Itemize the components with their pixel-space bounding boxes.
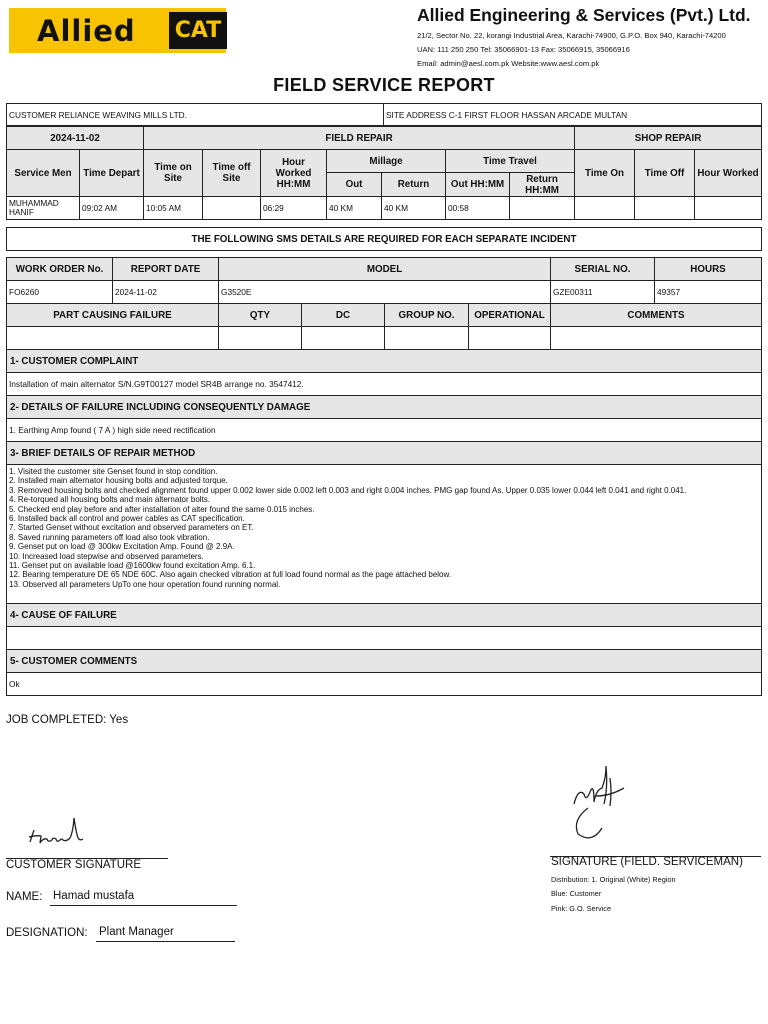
model-header: MODEL — [219, 258, 551, 281]
repair-steps — [7, 465, 762, 604]
serial-value: GZE00311 — [551, 281, 655, 304]
repair-step: 7. Started Genset without excitation and observed parameters on ET. — [9, 523, 254, 533]
repair-step: 8. Saved running parameters off load also took vibration. — [9, 532, 210, 542]
shop-hour-worked-header: Hour Worked — [695, 150, 762, 197]
comments-text: Ok — [7, 673, 762, 696]
comments-value — [551, 327, 762, 350]
off-site-value — [203, 197, 261, 220]
service-men-header: Service Men — [7, 150, 80, 197]
qty-value — [219, 327, 302, 350]
repair-step: 6. Installed back all control and power cables as CAT specification. — [9, 514, 245, 524]
sms-notice-table — [6, 227, 762, 251]
dc-header: DC — [302, 304, 385, 327]
serial-header: SERIAL NO. — [551, 258, 655, 281]
travel-out-header: Out HH:MM — [446, 173, 510, 197]
on-site-value: 10:05 AM — [144, 197, 203, 220]
repair-step: 9. Genset put on load @ 300kw Excitation Amp. Found @ 2.9A. — [9, 542, 235, 552]
comments-title: 5- CUSTOMER COMMENTS — [7, 650, 762, 673]
repair-step: 5. Checked end play before and after installation of alter found the same 0.015 inches. — [9, 504, 315, 514]
group-no-header: GROUP NO. — [385, 304, 469, 327]
distribution-line-2: Blue: Customer — [551, 889, 602, 898]
failure-text: 1. Earthing Amp found ( 7 A ) high side need rectification — [7, 419, 762, 442]
travel-return-value — [510, 197, 575, 220]
company-address: 21/2, Sector No. 22, korangi Industrial Area, Karachi-74900, G.P.O. Box 940, Karachi-74200 — [417, 31, 726, 40]
part-failure-header: PART CAUSING FAILURE — [7, 304, 219, 327]
distribution-line-3: Pink: G.O. Service — [551, 904, 612, 913]
customer-name: CUSTOMER RELIANCE WEAVING MILLS LTD. — [7, 104, 384, 126]
operational-value — [469, 327, 551, 350]
company-logo — [9, 8, 226, 53]
report-title: FIELD SERVICE REPORT — [273, 75, 495, 95]
repair-step: 3. Removed housing bolts and checked alignment found upper 0.002 lower side 0.002 left 0.003 and right 0.004 inches. PMG gap found As. Upper 0.035 lower 0.044 left 0.041 and right 0.041. — [9, 485, 687, 495]
shop-off-value — [635, 197, 695, 220]
travel-out-value: 00:58 — [446, 197, 510, 220]
depart-value: 09:02 AM — [80, 197, 144, 220]
work-order-header: WORK ORDER No. — [7, 258, 113, 281]
work-order-table — [6, 257, 762, 304]
report-date-value: 2024-11-02 — [113, 281, 219, 304]
part-failure-value — [7, 327, 219, 350]
model-value: G3520E — [219, 281, 551, 304]
hours-header: HOURS — [655, 258, 762, 281]
millage-return-header: Return — [382, 173, 446, 197]
company-phone: UAN: 111 250 250 Tel: 35066901-13 Fax: 35066915, 35066916 — [417, 45, 630, 54]
worked-value: 06:29 — [261, 197, 327, 220]
designation-value: Plant Manager — [96, 926, 235, 942]
millage-out-header: Out — [327, 173, 382, 197]
repair-step: 2. Installed main alternator housing bolts and adjusted torque. — [9, 476, 228, 486]
distribution-line-1: Distribution: 1. Original (White) Region — [551, 875, 676, 884]
failure-title: 2- DETAILS OF FAILURE INCLUDING CONSEQUENTLY DAMAGE — [7, 396, 762, 419]
parts-table — [6, 303, 762, 350]
group-no-value — [385, 327, 469, 350]
logo-text: Allied — [37, 14, 136, 48]
site-address: SITE ADDRESS C-1 FIRST FLOOR HASSAN ARCADE MULTAN — [384, 104, 762, 126]
complaint-text: Installation of main alternator S/N.G9T00127 model SR4B arrange no. 3547412. — [7, 373, 762, 396]
designation-label: DESIGNATION: — [6, 927, 88, 939]
millage-return-value: 40 KM — [382, 197, 446, 220]
repair-title: 3- BRIEF DETAILS OF REPAIR METHOD — [7, 442, 762, 465]
cat-logo: CAT — [169, 12, 227, 49]
complaint-title: 1- CUSTOMER COMPLAINT — [7, 350, 762, 373]
company-name: Allied Engineering & Services (Pvt.) Ltd. — [417, 5, 751, 25]
dc-value — [302, 327, 385, 350]
time-travel-header: Time Travel — [446, 150, 575, 173]
comments-header: COMMENTS — [551, 304, 762, 327]
hour-worked-header: Hour Worked HH:MM — [261, 150, 327, 197]
travel-return-header: Return HH:MM — [510, 173, 575, 197]
time-on-header: Time On — [575, 150, 635, 197]
cause-text — [7, 627, 762, 650]
operational-header: OPERATIONAL — [469, 304, 551, 327]
millage-header: Millage — [327, 150, 446, 173]
shop-on-value — [575, 197, 635, 220]
field-repair-header: FIELD REPAIR — [144, 127, 575, 150]
report-date-header: REPORT DATE — [113, 258, 219, 281]
time-off-site-header: Time off Site — [203, 150, 261, 197]
repair-step: 13. Observed all parameters UpTo one hour operation found running normal. — [9, 579, 281, 589]
millage-out-value: 40 KM — [327, 197, 382, 220]
sections-table — [6, 349, 762, 696]
hours-value: 49357 — [655, 281, 762, 304]
time-on-site-header: Time on Site — [144, 150, 203, 197]
customer-signature-label: CUSTOMER SIGNATURE — [6, 859, 142, 871]
repair-step: 1. Visited the customer site Genset found in stop condition. — [9, 467, 218, 476]
report-date: 2024-11-02 — [7, 127, 144, 150]
cause-title: 4- CAUSE OF FAILURE — [7, 604, 762, 627]
name-label: NAME: — [6, 891, 43, 903]
repair-step: 11. Genset put on available load @1600kw found excitation Amp. 6.1. — [9, 561, 256, 571]
customer-table — [6, 103, 762, 126]
shop-worked-value — [695, 197, 762, 220]
work-order-value: FO6260 — [7, 281, 113, 304]
job-completed: JOB COMPLETED: Yes — [6, 714, 129, 726]
time-off-header: Time Off — [635, 150, 695, 197]
repair-step: 10. Increased load stepwise and observed parameters. — [9, 551, 204, 561]
customer-signature-image — [26, 808, 86, 848]
time-depart-header: Time Depart — [80, 150, 144, 197]
company-email: Email: admin@aesl.com.pk Website:www.aesl.com.pk — [417, 59, 600, 68]
shop-repair-header: SHOP REPAIR — [575, 127, 762, 150]
sms-notice: THE FOLLOWING SMS DETAILS ARE REQUIRED FOR EACH SEPARATE INCIDENT — [7, 228, 762, 251]
qty-header: QTY — [219, 304, 302, 327]
service-table — [6, 126, 762, 220]
service-man-name: MUHAMMAD HANIF — [7, 197, 80, 220]
repair-step: 4. Re-torqued all housing bolts and main alternator bolts. — [9, 495, 211, 505]
serviceman-signature-label: SIGNATURE (FIELD. SERVICEMAN) — [551, 856, 743, 868]
name-value: Hamad mustafa — [50, 890, 237, 906]
repair-step: 12. Bearing temperature DE 65 NDE 60C. Also again checked vibration at full load found normal as the page attached below. — [9, 570, 452, 580]
serviceman-signature-image — [566, 758, 630, 842]
